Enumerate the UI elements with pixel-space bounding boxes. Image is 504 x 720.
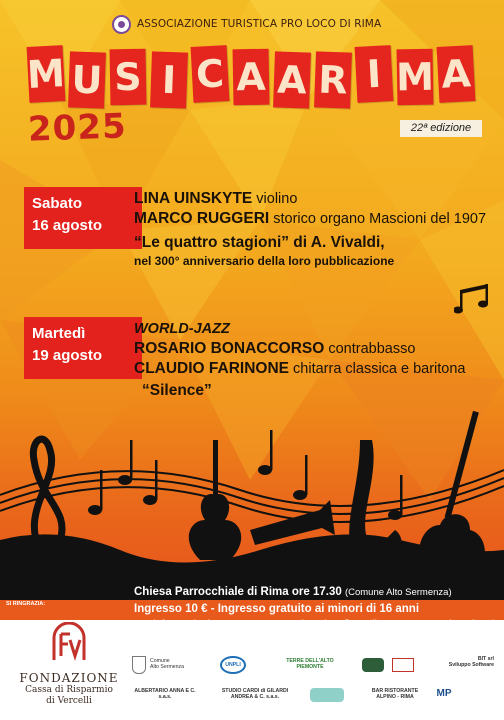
program-title: “Le quattro stagioni” di A. Vivaldi,: [134, 234, 385, 251]
performer-line: [134, 359, 466, 379]
title-letter: I: [150, 51, 188, 108]
albertario-label: ALBERTARIO ANNA E C. s.a.s.: [134, 688, 196, 700]
sponsor-logo-green: [362, 658, 384, 672]
instruments-silhouette: [0, 400, 504, 600]
title-letter: A: [273, 51, 311, 108]
sponsor-logo-red: [392, 658, 414, 672]
title-letter: I: [355, 45, 394, 103]
sponsor-logo-teal: [310, 688, 344, 702]
event-details-1: [134, 189, 486, 269]
title-space: [28, 49, 37, 105]
performer-line: [134, 339, 466, 359]
performer-role: contrabbasso: [324, 341, 416, 357]
title-letter: M: [397, 49, 434, 106]
title-letter: C: [191, 45, 230, 103]
studio-cardi-label: STUDIO CARDI di GILARDI ANDREA & C. s.a.s.: [221, 688, 289, 700]
genre-label: WORLD-JAZZ: [134, 321, 230, 337]
venue-line: [134, 584, 497, 601]
fondazione-logo: [10, 622, 128, 707]
mp-logo: MP: [436, 688, 452, 699]
sponsor-logos: [130, 650, 500, 720]
title-letter: A: [233, 49, 270, 106]
association-header: [112, 13, 381, 35]
fondazione-city: di Vercelli: [46, 696, 92, 706]
title-letter: M: [27, 45, 66, 103]
event-date-1: [24, 187, 142, 249]
fondazione-sub: Cassa di Risparmio: [25, 685, 113, 695]
unpli-logo: UNPLI: [220, 656, 246, 674]
program-title: “Silence”: [142, 382, 212, 399]
fondazione-emblem-icon: [50, 622, 88, 662]
event-date: 16 agosto: [32, 217, 103, 234]
title-letter: R: [314, 51, 352, 108]
thanks-label: SI RINGRAZIA:: [6, 601, 46, 607]
festival-title: [25, 46, 474, 108]
edition-badge: 22ª edizione: [400, 120, 482, 137]
venue-note: (Comune Alto Sermenza): [344, 587, 452, 598]
performer-role: violino: [252, 191, 298, 207]
program-note: nel 300° anniversario della loro pubblicazione: [134, 254, 395, 268]
ticket-line: Ingresso 10 € - Ingresso gratuito ai minori di 16 anni: [134, 603, 420, 615]
performer-name: LINA UINSKYTE: [134, 190, 253, 207]
performer-line: [134, 209, 486, 229]
terre-logo: TERRE DELL'ALTO PIEMONTE: [286, 658, 334, 670]
performer-name: CLAUDIO FARINONE: [134, 360, 289, 377]
music-notes-icon: [454, 282, 494, 316]
event-date: 19 agosto: [32, 347, 103, 364]
performer-name: ROSARIO BONACCORSO: [134, 340, 325, 357]
fondazione-name: FONDAZIONE: [19, 671, 119, 685]
event-date-2: [24, 317, 142, 379]
title-letter: U: [68, 51, 106, 108]
comune-crest-icon: [132, 656, 146, 674]
title-letter: A: [437, 45, 476, 103]
proloco-logo-icon: [112, 15, 131, 34]
event-day: Sabato: [32, 195, 83, 212]
event-day: Martedì: [32, 325, 86, 342]
program-line: [142, 381, 466, 401]
performer-role: storico organo Mascioni del 1907: [269, 211, 487, 227]
event-details-2: [134, 320, 466, 401]
program-line: [134, 233, 486, 253]
bar-alpino-label: BAR RISTORANTE ALPINO - RIMA: [371, 688, 419, 700]
performer-line: [134, 189, 486, 209]
bit-logo: BIT srl Sviluppo Software: [448, 656, 494, 668]
venue: Chiesa Parrocchiale di Rima ore 17.30: [134, 586, 342, 598]
association-name: ASSOCIAZIONE TURISTICA PRO LOCO DI RIMA: [137, 18, 382, 30]
performer-role: chitarra classica e baritona: [289, 361, 466, 377]
festival-year: 2025: [27, 106, 128, 150]
title-letter: S: [110, 49, 147, 106]
comune-label: Comune Alto Sermenza: [150, 658, 185, 670]
performer-name: MARCO RUGGERI: [134, 210, 270, 227]
